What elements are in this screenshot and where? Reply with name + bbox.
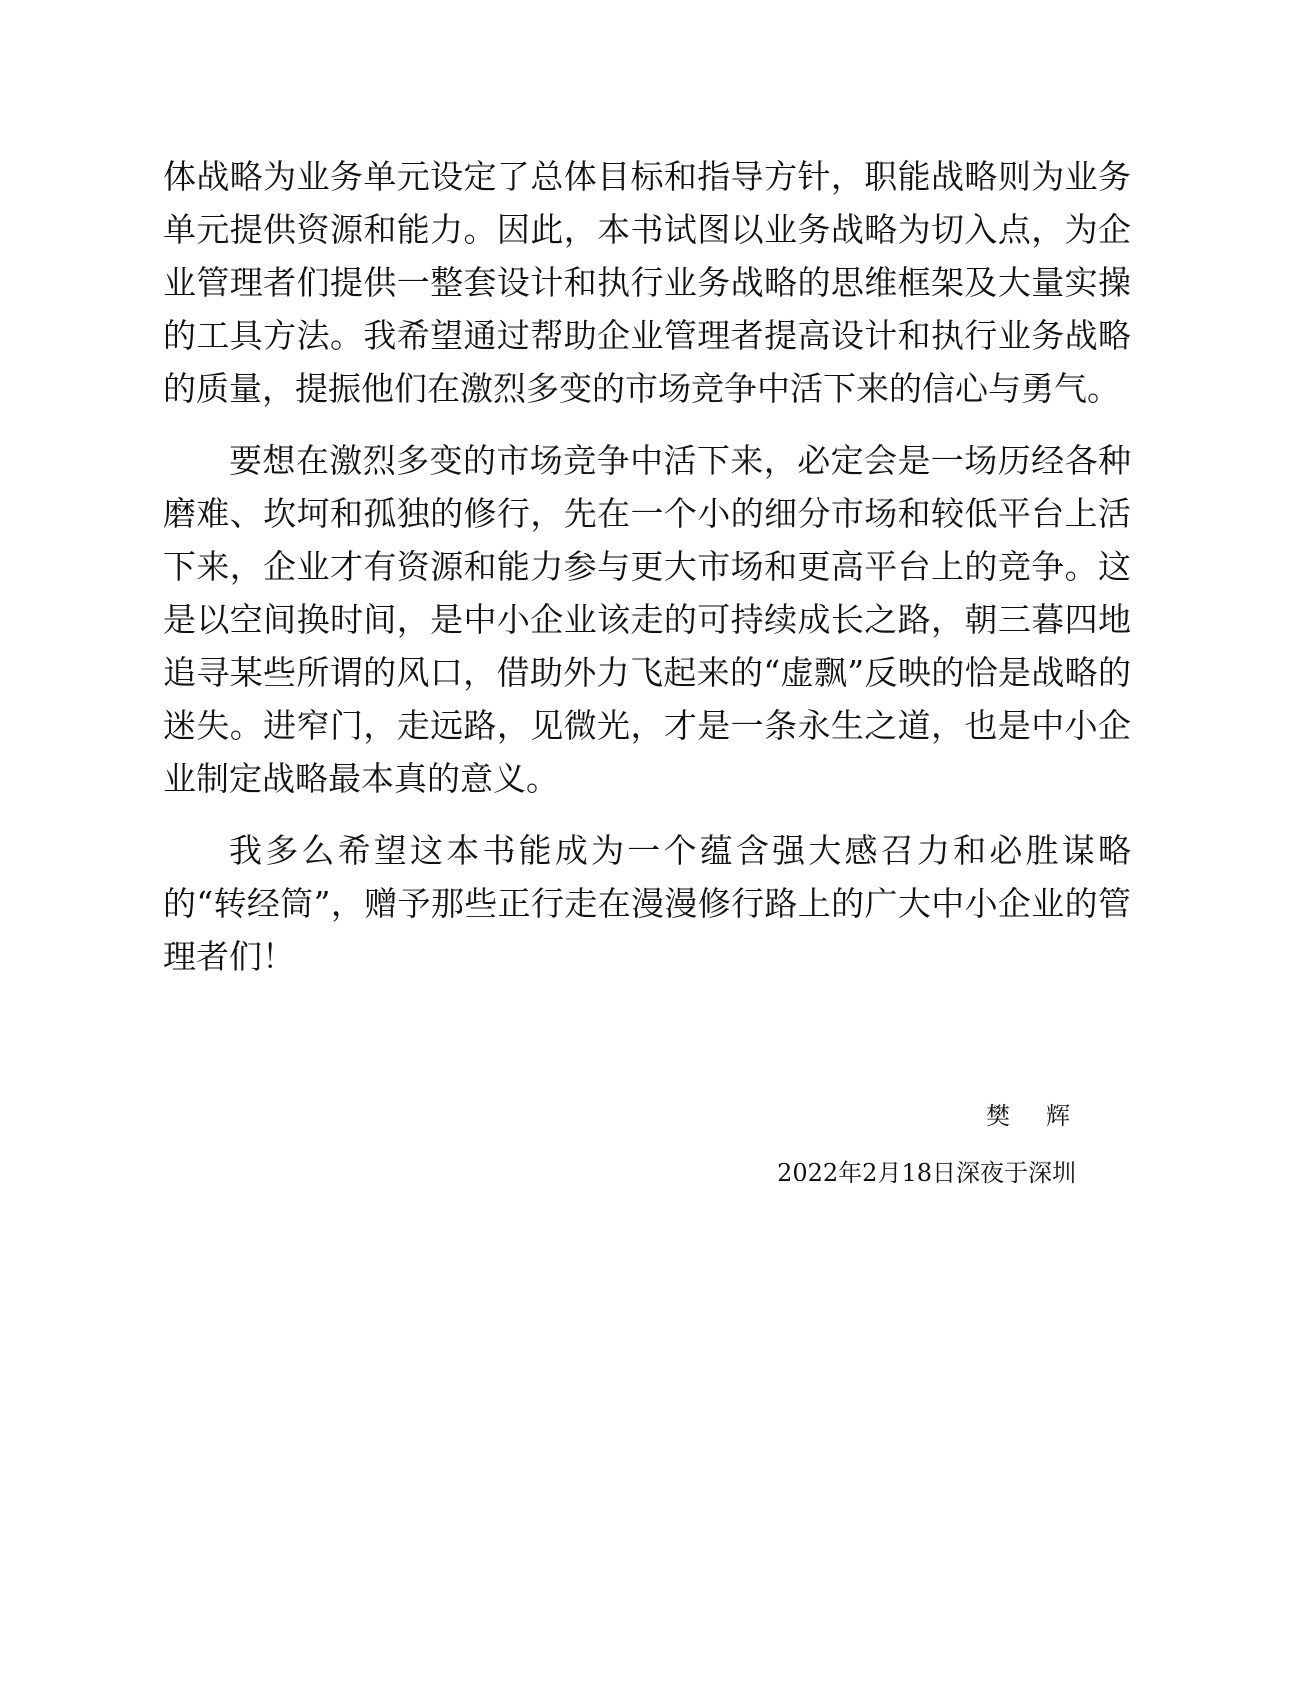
paragraph-survival: 要想在激烈多变的市场竞争中活下来，必定会是一场历经各种磨难、坎坷和孤独的修行，先在一个小的细分市场和较低平台上活下来，企业才有资源和能力参与更大市场和更高平台上的竞争。这是以空间换时间，是中小企业该走的可持续成长之路，朝三暮四地追寻某些所谓的风口，借助外力飞起来的“虚飘”反映的恰是战略的迷失。进窄门，走远路，见微光，才是一条永生之道，也是中小企业制定战略最本真的意义。	[163, 441, 1131, 798]
date-place-line: 2022年2月18日深夜于深圳	[777, 1159, 1076, 1187]
author-signature: 樊 辉	[986, 1102, 1076, 1130]
body-text	[163, 150, 1131, 983]
paragraph-continuation: 体战略为业务单元设定了总体目标和指导方针，职能战略则为业务单元提供资源和能力。因此，本书试图以业务战略为切入点，为企业管理者们提供一整套设计和执行业务战略的思维框架及大量实操的工具方法。我希望通过帮助企业管理者提高设计和执行业务战略的质量，提振他们在激烈多变的市场竞争中活下来的信心与勇气。	[163, 157, 1131, 408]
paragraph-hope: 我多么希望这本书能成为一个蕴含强大感召力和必胜谋略的“转经筒”，赠予那些正行走在漫漫修行路上的广大中小企业的管理者们！	[163, 831, 1131, 976]
